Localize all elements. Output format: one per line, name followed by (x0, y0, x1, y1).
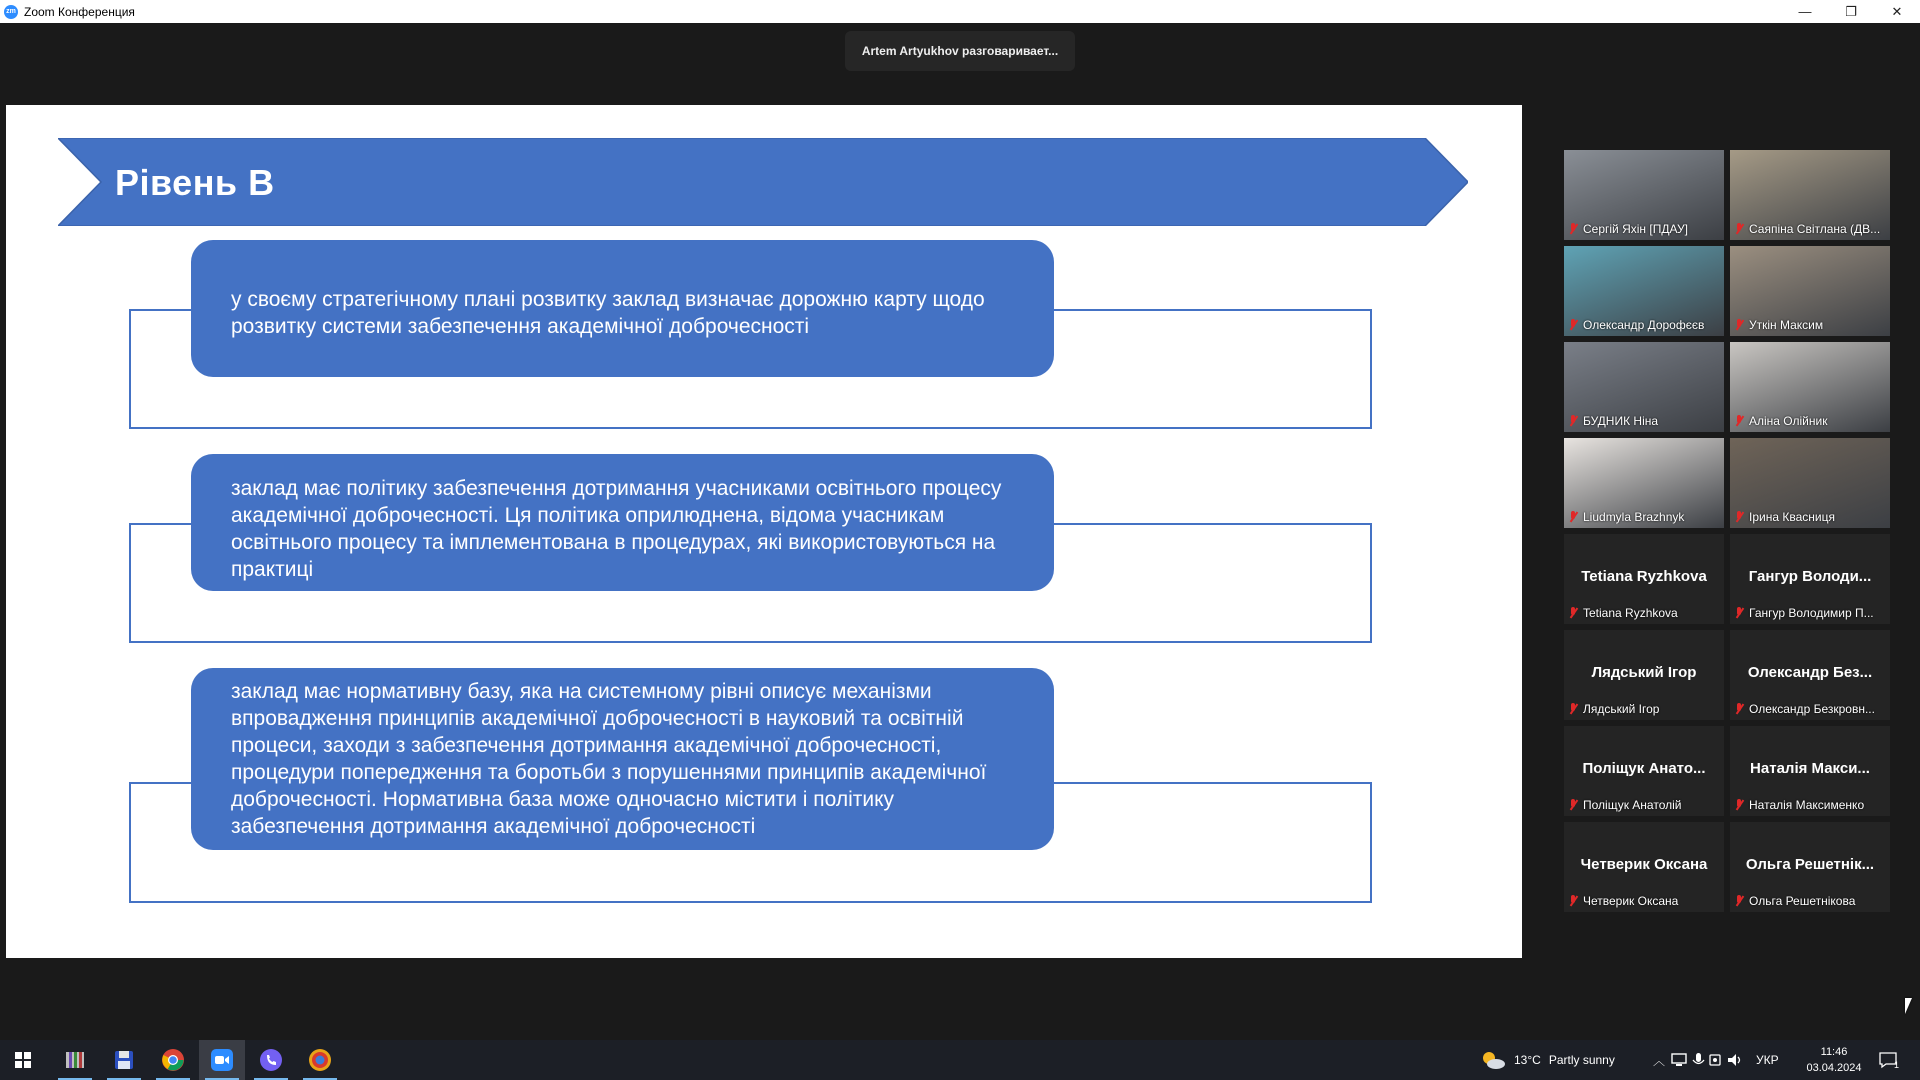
microphone-muted-icon (1734, 223, 1744, 235)
restore-button[interactable]: ❐ (1845, 3, 1857, 19)
active-speaker-indicator: Artem Artyukhov разговаривает... (845, 31, 1075, 71)
participant-name: Ірина Квасниця (1749, 510, 1835, 524)
microphone-muted-icon (1734, 895, 1744, 907)
network-icon[interactable] (1670, 1052, 1690, 1068)
slide-text-block-2 (191, 454, 1054, 591)
slide-text-block-1 (191, 240, 1054, 377)
window-title: Zoom Конференция (24, 4, 135, 19)
participant-name-label (1568, 894, 1720, 908)
notification-count: 1 (1894, 1060, 1900, 1070)
participant-name: Аліна Олійник (1749, 414, 1828, 428)
microphone-muted-icon (1568, 607, 1578, 619)
participant-display-name: Tetiana Ryzhkova (1581, 568, 1707, 585)
window-controls (1782, 0, 1920, 23)
weather-text: Partly sunny (1548, 1053, 1615, 1067)
participant-name-label (1568, 510, 1720, 524)
microphone-muted-icon (1568, 415, 1578, 427)
zoom-logo-icon: zm (4, 5, 18, 19)
system-tray-icons (1648, 1040, 1779, 1080)
archive-app-icon (64, 1049, 86, 1071)
close-button[interactable]: ✕ (1891, 3, 1903, 19)
slide-text-1: у своєму стратегічному плані розвитку заклад визначає дорожню карту щодо розвитку системи забезпечення академічної доброчесності (231, 288, 985, 338)
input-language[interactable]: УКР (1756, 1053, 1779, 1067)
participant-name-label (1734, 318, 1886, 332)
participant-name: Сергій Яхін [ПДАУ] (1583, 222, 1688, 236)
participant-tile[interactable] (1564, 630, 1724, 720)
participant-name: Саяпіна Світлана (ДВ... (1749, 222, 1881, 236)
participant-tile[interactable] (1564, 150, 1724, 240)
participant-name-label (1734, 414, 1886, 428)
microphone-muted-icon (1568, 511, 1578, 523)
participant-tile[interactable] (1564, 534, 1724, 624)
clock-time: 11:46 (1820, 1046, 1848, 1058)
slide-text-block-3 (191, 668, 1054, 850)
window-title-bar (0, 0, 1920, 23)
participant-name: Олександр Безкровн... (1749, 702, 1875, 716)
microphone-muted-icon (1568, 703, 1578, 715)
minimize-button[interactable]: — (1798, 4, 1812, 19)
participant-name-label (1568, 606, 1720, 620)
weather-temp: 13°C (1514, 1053, 1541, 1067)
microphone-muted-icon (1734, 415, 1744, 427)
participant-name-label (1568, 702, 1720, 716)
participant-name: Олександр Дорофєєв (1583, 318, 1705, 332)
participant-tile[interactable] (1730, 534, 1890, 624)
mouse-cursor-icon (1905, 998, 1912, 1014)
clock-date: 03.04.2024 (1806, 1062, 1862, 1074)
microphone-icon[interactable] (1690, 1052, 1708, 1068)
participant-name-label (1734, 606, 1886, 620)
zoom-icon (210, 1048, 234, 1072)
weather-widget[interactable] (1480, 1040, 1615, 1080)
notification-center-button[interactable] (1878, 1040, 1899, 1080)
participant-display-name: Олександр Без... (1747, 664, 1873, 681)
microphone-muted-icon (1568, 319, 1578, 331)
clock[interactable] (1806, 1040, 1862, 1080)
participant-tile[interactable] (1730, 630, 1890, 720)
microphone-muted-icon (1734, 511, 1744, 523)
participant-tile[interactable] (1730, 822, 1890, 912)
participant-name-label (1734, 702, 1886, 716)
participant-display-name: Поліщук Анато... (1582, 760, 1706, 777)
taskbar-app-save[interactable] (101, 1040, 147, 1080)
participant-display-name: Четверик Оксана (1580, 856, 1708, 873)
participant-tile[interactable] (1730, 246, 1890, 336)
participant-name: Наталія Максименко (1749, 798, 1865, 812)
shared-screen-slide (6, 105, 1522, 958)
floppy-disk-icon (113, 1049, 135, 1071)
participant-name: Лядський Ігор (1583, 702, 1660, 716)
taskbar-app-chrome[interactable] (150, 1040, 196, 1080)
microphone-muted-icon (1734, 319, 1744, 331)
participant-name: БУДНИК Ніна (1583, 414, 1659, 428)
microphone-muted-icon (1568, 895, 1578, 907)
microphone-muted-icon (1734, 607, 1744, 619)
taskbar-app-zoom[interactable] (199, 1040, 245, 1080)
participant-tile[interactable] (1564, 246, 1724, 336)
participant-name: Поліщук Анатолій (1583, 798, 1682, 812)
participant-name: Ольга Решетнікова (1749, 894, 1856, 908)
participant-tile[interactable] (1564, 726, 1724, 816)
browser-icon (308, 1048, 332, 1072)
participant-display-name: Ольга Решетнік... (1745, 856, 1875, 873)
microphone-muted-icon (1734, 703, 1744, 715)
slide-text-2: заклад має політику забезпечення дотримання учасниками освітнього процесу академічної доброчесності. Ця політика оприлюднена, відома учасникам освітнього процесу та імплементована в процедурах, які використовуються на практиці (231, 477, 1002, 581)
participant-tile[interactable] (1730, 150, 1890, 240)
participant-display-name: Лядський Ігор (1591, 664, 1697, 681)
participant-name-label (1734, 222, 1886, 236)
participant-tile[interactable] (1730, 438, 1890, 528)
partly-sunny-icon (1480, 1049, 1506, 1071)
participant-display-name: Гангур Володи... (1748, 568, 1872, 585)
participant-tile[interactable] (1564, 438, 1724, 528)
participant-tile[interactable] (1730, 726, 1890, 816)
taskbar-app-viber[interactable] (248, 1040, 294, 1080)
participant-name-label (1734, 510, 1886, 524)
slide-title: Рівень B (115, 162, 275, 203)
windows-logo-icon (15, 1052, 31, 1068)
slide-text-3: заклад має нормативну базу, яка на системному рівні описує механізми впровадження принципів академічної доброчесності в науковий та освітній процеси, заходи з забезпечення дотримання академічної доброчесності, процедури попередження та боротьби з порушеннями принципів академічної доброчесності. Нормативна база може одночасно містити і політику забезпечення дотримання академічної доброчесності (231, 680, 987, 838)
camera-icon[interactable] (1708, 1052, 1726, 1068)
taskbar-app-browser[interactable] (297, 1040, 343, 1080)
chrome-icon (161, 1048, 185, 1072)
participant-name-label (1734, 798, 1886, 812)
participant-tile[interactable] (1564, 342, 1724, 432)
participant-name-label (1568, 414, 1720, 428)
microphone-muted-icon (1568, 223, 1578, 235)
participant-display-name: Наталія Макси... (1750, 760, 1870, 777)
participant-name: Уткін Максим (1749, 318, 1824, 332)
viber-icon (259, 1048, 283, 1072)
participant-name: Гангур Володимир П... (1749, 606, 1874, 620)
taskbar-app-archive[interactable] (52, 1040, 98, 1080)
participant-tile[interactable] (1730, 342, 1890, 432)
microphone-muted-icon (1568, 799, 1578, 811)
tray-chevron-up-icon[interactable]: ︿ (1652, 1053, 1665, 1068)
participant-name-label (1734, 894, 1886, 908)
participant-name-label (1568, 318, 1720, 332)
windows-start-button[interactable] (0, 1040, 46, 1080)
speaker-icon[interactable] (1726, 1052, 1746, 1068)
microphone-muted-icon (1734, 799, 1744, 811)
participant-tile[interactable] (1564, 822, 1724, 912)
participant-name-label (1568, 798, 1720, 812)
participant-name: Liudmyla Brazhnyk (1583, 510, 1685, 524)
participant-name: Четверик Оксана (1583, 894, 1679, 908)
participant-name-label (1568, 222, 1720, 236)
participant-name: Tetiana Ryzhkova (1583, 606, 1678, 620)
